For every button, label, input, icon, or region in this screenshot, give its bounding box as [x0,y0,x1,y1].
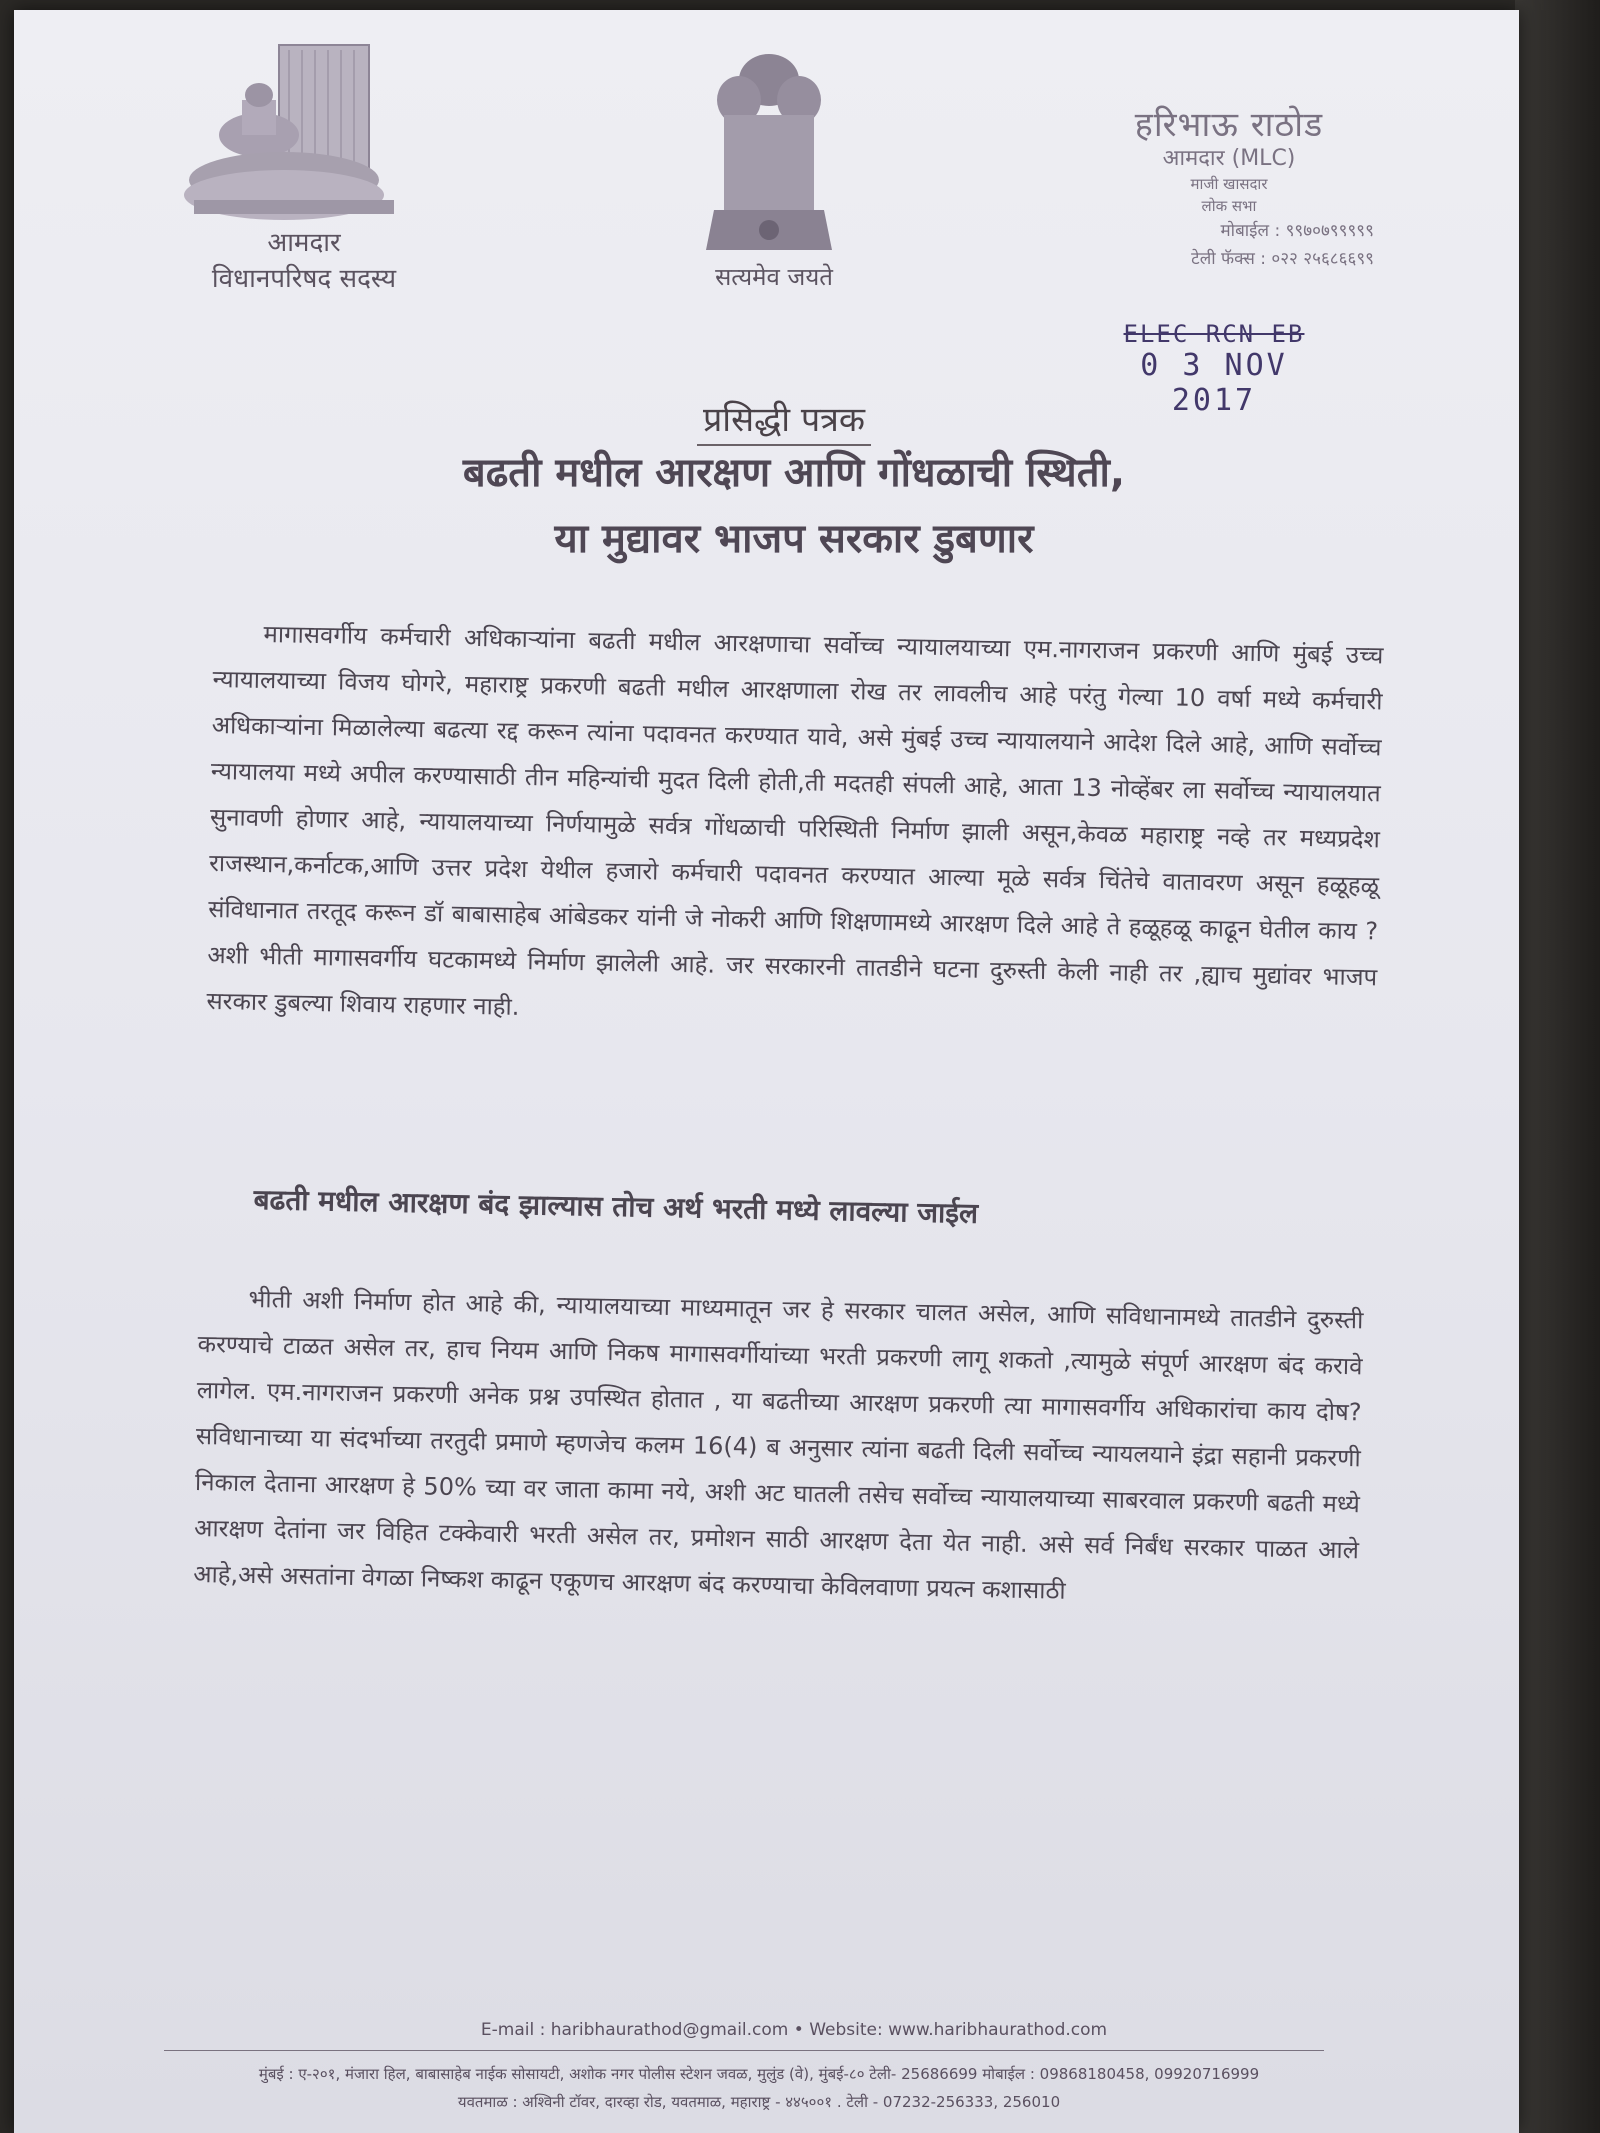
document-type [574,395,994,441]
letterhead-contact-block [1074,105,1384,273]
document-type-label: प्रसिद्धी पत्रक [697,400,871,446]
national-emblem-icon [694,50,844,260]
sender-title: आमदार (MLC) [1162,146,1296,171]
left-caption [164,225,444,297]
footer-address-yavatmal: यवतमाळ : अश्विनी टॉवर, दारव्हा रोड, यवतमाळ, महाराष्ट्र - ४४५००१ . टेली - 07232-256333, 256010 [457,2093,1061,2111]
headline-line-1: बढती मधील आरक्षण आणि गोंधळाची स्थिती, [462,450,1126,496]
sender-name: हरिभाऊ राठोड [1134,105,1324,145]
press-release-page [14,10,1519,2133]
body-paragraph-2: भीती अशी निर्माण होत आहे की, न्यायालयाच्या माध्यमातून जर हे सरकार चालत असेल, आणि सविधानामध्ये तातडीने दुरुस्ती करण्याचे टाळत असेल तर, हाच नियम आणि निकष मागासवर्गीयांच्या भरती प्रकरणी लागू शकतो ,त्यामुळे संपूर्ण आरक्षण बंद करावे लागेल. एम.नागराजन प्रकरणी अनेक प्रश्न उपस्थित होतात , या बढतीच्या आरक्षण प्रकरणी त्या मागासवर्गीय अधिकारांचा काय दोष? सविधानाच्या या संदर्भाच्या तरतुदी प्रमाणे म्हणजेच कलम 16(4) ब अनुसार त्यांना बढती दिली सर्वोच्च न्यायलयाने इंद्रा सहानी प्रकरणी निकाल देताना आरक्षण हे 50% च्या वर जाता कामा नये, अशी अट घातली तसेच सर्वोच्च न्यायालयाच्या साबरवाल प्रकरणी बढती मध्ये आरक्षण देतांना जर विहित टक्केवारी भरती असेल तर, प्रमोशन साठी आरक्षण देता येत नाही. असे सर्व निर्बंध सरकार पाळत आले आहे,असे असतांना वेगळा निष्कश काढून एकूणच आरक्षण बंद करण्याचा केविलवाणा प्रयत्न कशासाठी [192,1284,1364,1605]
caption-line-2: विधानपरिषद सदस्य [211,264,397,294]
footer-contact: E-mail : haribhaurathod@gmail.com • Website: www.haribhaurathod.com [480,2020,1108,2040]
sender-line-1: माजी खासदार [1190,175,1268,193]
headline-line-2: या मुद्यावर भाजप सरकार डुबणार [554,516,1034,562]
sender-telefax: टेली फॅक्स : ०२२ २५६८६६९९ [1191,249,1374,269]
background-desk [1515,0,1600,2133]
footer-address-mumbai: मुंबई : ए-२०१, मंजारा हिल, बाबासाहेब नाईक सोसायटी, अशोक नगर पोलीस स्टेशन जवळ, मुलुंड (वे), मुंबई-८० टेली- 25686699 मोबाईल : 09868180458, 09920716999 [258,2065,1260,2083]
footer-divider [164,2050,1324,2051]
caption-line-1: आमदार [267,228,341,258]
stamp-date: 0 3 NOV 2017 [1140,348,1288,418]
footer-address [164,2060,1354,2116]
headline [294,440,1294,572]
sender-line-2: लोक सभा [1201,197,1257,215]
sender-mobile: मोबाईल : ९९७०७९९९९९ [1220,221,1374,241]
temple-logo-icon [184,40,399,225]
stamp-top-line: ELEC RCN EB [1123,320,1305,348]
body-paragraph-1: मागासवर्गीय कर्मचारी अधिकाऱ्यांना बढती मधील आरक्षणाचा सर्वोच्च न्यायालयाच्या एम.नागराजन प्रकरणी आणि मुंबई उच्च न्यायालयाच्या विजय घोगरे, महाराष्ट्र प्रकरणी बढती मधील आरक्षणाला रोख तर लावलीच आहे परंतु गेल्या 10 वर्षा मध्ये कर्मचारी अधिकाऱ्यांना मिळालेल्या बढत्या रद्द करून त्यांना पदावनत करण्यात यावे, असे मुंबई उच्च न्यायालयाने आदेश दिले आहे, आणि सर्वोच्च न्यायालया मध्ये अपील करण्यासाठी तीन महिन्यांची मुदत दिली होती,ती मदतही संपली आहे, आता 13 नोव्हेंबर ला सर्वोच्च न्यायालयात सुनावणी होणार आहे, न्यायालयाच्या निर्णयामुळे सर्वत्र गोंधळाची परिस्थिती निर्माण झाली असून,केवळ महाराष्ट्र नव्हे तर मध्यप्रदेश राजस्थान,कर्नाटक,आणि उत्तर प्रदेश येथील हजारो कर्मचारी पदावनत करण्यात आल्या मूळे सर्वत्र चिंतेचे वातावरण असून हळूहळू संविधानात तरतूद करून डॉ बाबासाहेब आंबेडकर यांनी जे नोकरी आणि शिक्षणामध्ये आरक्षण दिले आहे ते हळूहळू काढून घेतील काय ? अशी भीती मागासवर्गीय घटकामध्ये निर्माण झालेली आहे. जर सरकारनी तातडीने घटना दुरुस्ती केली नाही तर ,ह्याच मुद्यांवर भाजप सरकार डुबल्या शिवाय राहणार नाही. [206,619,1384,1021]
emblem-motto: सत्यमेव जयते [715,263,833,291]
subheading: बढती मधील आरक्षण बंद झाल्यास तोच अर्थ भरती मध्ये लावल्या जाईल [253,1182,979,1230]
date-stamp [1094,320,1334,418]
